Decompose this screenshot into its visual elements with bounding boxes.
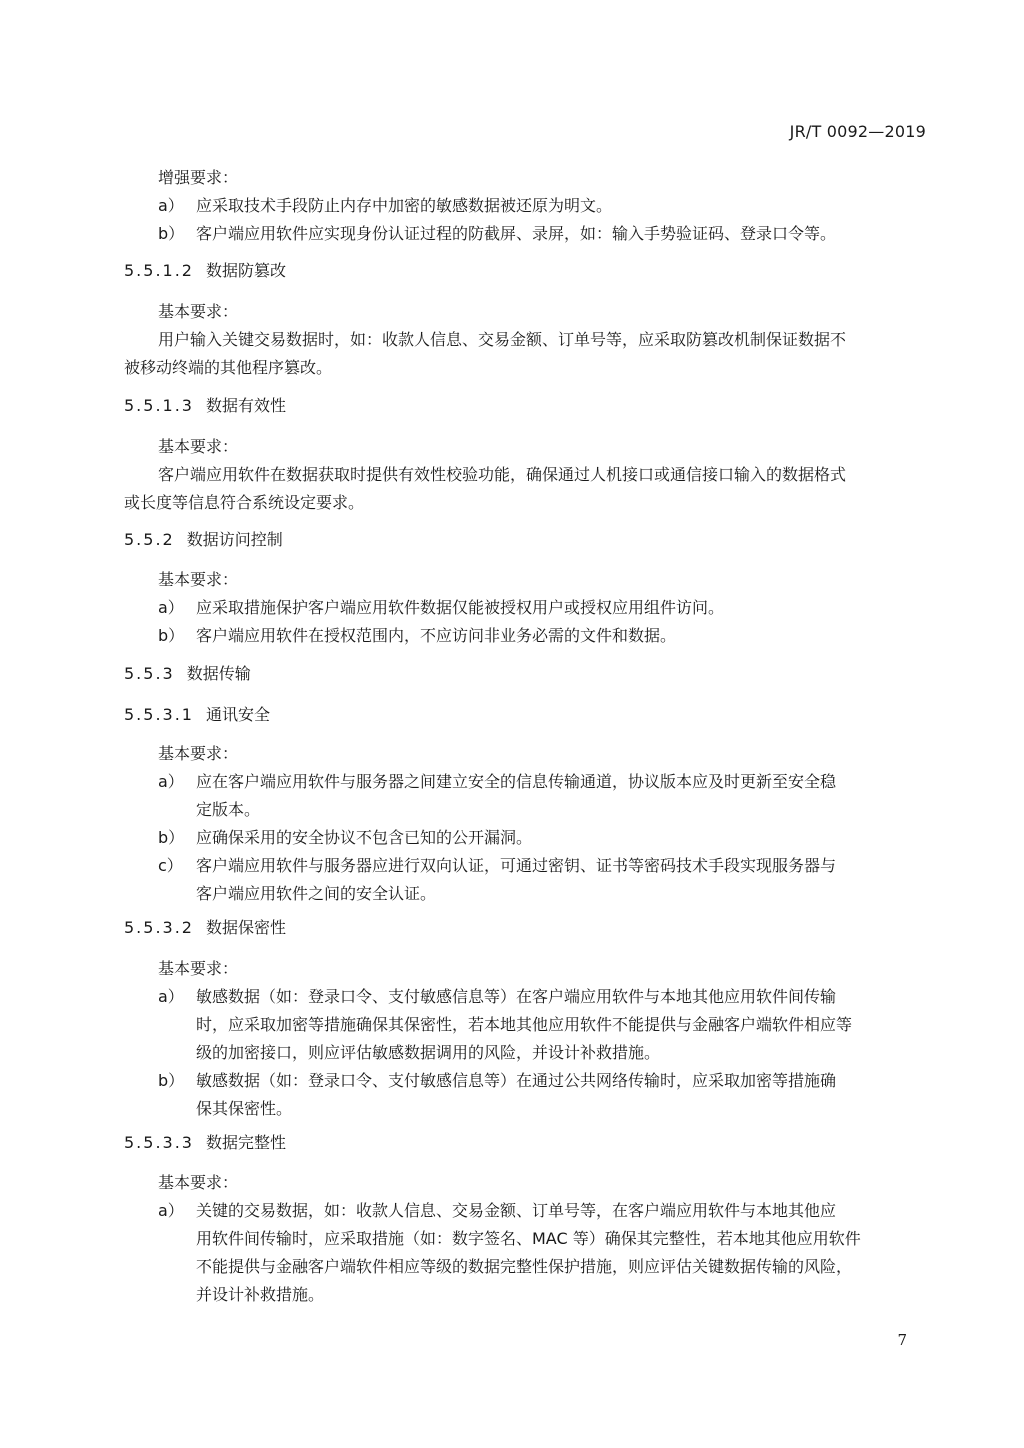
list-item: [124, 824, 926, 852]
list-item-text: 时，应采取加密等措施确保其保密性，若本地其他应用软件不能提供与金融客户端软件相应等: [196, 1015, 853, 1034]
list-marker: a）: [158, 987, 184, 1006]
list-marker: b）: [158, 224, 185, 243]
section-number: 5.5.3: [124, 664, 175, 683]
list-item-text: 定版本。: [196, 800, 261, 819]
section-heading: [124, 257, 926, 285]
paragraph-line: 用户输入关键交易数据时，如：收款人信息、交易金额、订单号等，应采取防篡改机制保证数据不: [158, 330, 847, 349]
section-number: 5.5.3.3: [124, 1133, 194, 1152]
list-item: [124, 768, 926, 824]
document-header-code: JR/T 0092—2019: [789, 122, 926, 141]
section-number: 5.5.1.2: [124, 261, 194, 280]
section-heading: [124, 526, 926, 554]
requirement-label: 增强要求：: [158, 168, 239, 187]
list-item-text: 应采取措施保护客户端应用软件数据仅能被授权用户或授权应用组件访问。: [196, 598, 725, 617]
section-title: 数据传输: [186, 664, 251, 683]
section-number: 5.5.3.1: [124, 705, 194, 724]
list-item-text: 客户端应用软件之间的安全认证。: [196, 884, 437, 903]
list-marker: b）: [158, 626, 185, 645]
list-item: [124, 1197, 926, 1309]
list-marker: a）: [158, 772, 184, 791]
list-item: [124, 1067, 926, 1123]
section-title: 数据防篡改: [205, 261, 286, 280]
list-item-text: 应在客户端应用软件与服务器之间建立安全的信息传输通道，协议版本应及时更新至安全稳: [196, 772, 837, 791]
section-body: [124, 740, 926, 908]
list-item: [124, 622, 926, 650]
section-number: 5.5.2: [124, 530, 175, 549]
list-item-text: 敏感数据（如：登录口令、支付敏感信息等）在客户端应用软件与本地其他应用软件间传输: [196, 987, 837, 1006]
list-item: [124, 852, 926, 908]
list-item-text: 级的加密接口，则应评估敏感数据调用的风险，并设计补救措施。: [196, 1043, 661, 1062]
section-heading: [124, 914, 926, 942]
list-item-text: 客户端应用软件应实现身份认证过程的防截屏、录屏，如：输入手势验证码、登录口令等。: [196, 224, 837, 243]
list-item-text: 保其保密性。: [196, 1099, 293, 1118]
list-item-text: 关键的交易数据，如：收款人信息、交易金额、订单号等，在客户端应用软件与本地其他应: [196, 1201, 837, 1220]
list-marker: b）: [158, 828, 185, 847]
list-item-text: 用软件间传输时，应采取措施（如：数字签名、MAC 等）确保其完整性，若本地其他应用软件: [196, 1229, 861, 1248]
list-marker: b）: [158, 1071, 185, 1090]
enhanced-requirements-block: [124, 164, 926, 248]
list-item: [124, 220, 926, 248]
paragraph-line: 或长度等信息符合系统设定要求。: [124, 493, 365, 512]
list-item-text: 客户端应用软件在授权范围内，不应访问非业务必需的文件和数据。: [196, 626, 677, 645]
list-item: [124, 594, 926, 622]
section-heading: [124, 1129, 926, 1157]
requirement-label: 基本要求：: [158, 570, 239, 589]
list-item-text: 不能提供与金融客户端软件相应等级的数据完整性保护措施，则应评估关键数据传输的风险，: [196, 1257, 853, 1276]
section-body: [124, 1169, 926, 1309]
section-title: 数据保密性: [205, 918, 286, 937]
list-marker: c）: [158, 856, 183, 875]
list-item: [124, 983, 926, 1067]
list-marker: a）: [158, 1201, 184, 1220]
section-title: 数据访问控制: [186, 530, 283, 549]
requirement-label: 基本要求：: [158, 437, 239, 456]
list-item-text: 客户端应用软件与服务器应进行双向认证，可通过密钥、证书等密码技术手段实现服务器与: [196, 856, 837, 875]
list-item-text: 应确保采用的安全协议不包含已知的公开漏洞。: [196, 828, 533, 847]
section-heading: [124, 392, 926, 420]
section-heading: [124, 701, 926, 729]
list-item-text: 并设计补救措施。: [196, 1285, 325, 1304]
list-item-text: 敏感数据（如：登录口令、支付敏感信息等）在通过公共网络传输时，应采取加密等措施确: [196, 1071, 837, 1090]
requirement-label: 基本要求：: [158, 1173, 239, 1192]
section-title: 数据完整性: [205, 1133, 286, 1152]
paragraph-line: 客户端应用软件在数据获取时提供有效性校验功能，确保通过人机接口或通信接口输入的数据格式: [158, 465, 847, 484]
list-marker: a）: [158, 196, 184, 215]
list-item-text: 应采取技术手段防止内存中加密的敏感数据被还原为明文。: [196, 196, 613, 215]
list-marker: a）: [158, 598, 184, 617]
section-body: [124, 298, 926, 382]
section-heading: [124, 660, 926, 688]
section-body: [124, 433, 926, 517]
list-item: [124, 192, 926, 220]
paragraph: [124, 326, 926, 382]
section-title: 通讯安全: [205, 705, 270, 724]
requirement-label: 基本要求：: [158, 302, 239, 321]
section-body: [124, 566, 926, 650]
paragraph-line: 被移动终端的其他程序篡改。: [124, 358, 333, 377]
section-body: [124, 955, 926, 1123]
section-number: 5.5.3.2: [124, 918, 194, 937]
section-title: 数据有效性: [205, 396, 286, 415]
section-number: 5.5.1.3: [124, 396, 194, 415]
page-number: 7: [897, 1331, 907, 1349]
requirement-label: 基本要求：: [158, 959, 239, 978]
requirement-label: 基本要求：: [158, 744, 239, 763]
paragraph: [124, 461, 926, 517]
